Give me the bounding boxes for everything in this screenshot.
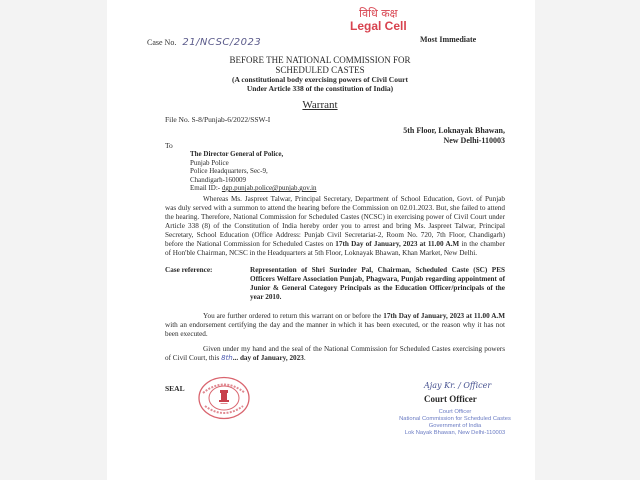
case-number bbox=[147, 37, 261, 48]
return-text-start: You are further ordered to return this warrant on or before the bbox=[203, 312, 384, 320]
document-title: Warrant bbox=[302, 99, 338, 111]
heading-line-1: BEFORE THE NATIONAL COMMISSION FOR bbox=[229, 55, 411, 65]
priority-label: Most Immediate bbox=[420, 35, 477, 44]
order-paragraph bbox=[165, 195, 505, 258]
return-date: 17th Day of January, 2023 at 11.00 A.M bbox=[383, 312, 505, 320]
to-label: To bbox=[165, 141, 173, 150]
handwritten-signature: Ajay Kr. / Officer bbox=[424, 381, 492, 390]
given-text-start: Given under my hand and the seal of the National Commission for Scheduled Castes exercising powers of Civil Court, this bbox=[165, 345, 505, 362]
heading-line-2: SCHEDULED CASTES bbox=[275, 65, 365, 75]
case-reference-label: Case reference: bbox=[165, 266, 213, 274]
recipient-address-2: Chandigarh-160009 bbox=[190, 175, 246, 184]
official-seal bbox=[197, 376, 251, 420]
case-reference-text: Representation of Shri Surinder Pal, Chairman, Scheduled Caste (SC) PES Officers Welfare Association Punjab, Phagwara, Punjab regarding appointment of Junior & General Category Principals as the Education Officer/principals of the year 2010. bbox=[250, 266, 505, 301]
sender-address-line-1: 5th Floor, Loknayak Bhawan, bbox=[403, 126, 505, 135]
recipient-org: Punjab Police bbox=[190, 158, 229, 167]
recipient-email-link[interactable]: dgp.punjab.police@punjab.gov.in bbox=[221, 184, 317, 192]
file-number: File No. S-8/Punjab-6/2022/SSW-I bbox=[165, 115, 271, 124]
return-paragraph bbox=[165, 312, 505, 339]
stamp-hindi: विधि कक्ष bbox=[359, 7, 398, 20]
return-text-end: with an endorsement certifying the day and the manner in which it has been executed, or the reason why it has not been executed. bbox=[165, 321, 505, 338]
heading-line-4: Under Article 338 of the constitution of India) bbox=[246, 84, 394, 93]
given-under-paragraph bbox=[165, 345, 505, 363]
seal-label: SEAL bbox=[165, 384, 185, 393]
hearing-date: 17th Day of January, 2023 at 11.00 A.M bbox=[335, 240, 460, 248]
sender-address-line-2: New Delhi-110003 bbox=[443, 136, 505, 145]
legal-cell-stamp bbox=[350, 8, 407, 32]
order-text-start: Whereas Ms. Jaspreet Talwar, Principal Secretary, Department of School Education, Govt. of Punjab was duly served with a summon to attend the hearing before the Commission on 02.01.2023. But, she failed to attend the hearing. Therefore, National Commission for Scheduled Castes (NCSC) in exercising power of Civil Court under Article 338 (8) of the Constitution of India hereby order you to arrest and bring Ms. Jaspreet Talwar, Principal Secretary, School Education (Office Address: Punjab Civil Secretariat-2, Room No. 720, 7th Floor, Chandigarh) before the National Commission for Scheduled Castes on bbox=[165, 195, 505, 248]
given-text-end: . bbox=[303, 354, 306, 362]
officer-stamp-line-3: Government of India bbox=[428, 423, 482, 429]
commission-heading bbox=[140, 55, 500, 93]
case-number-value: 21/NCSC/2023 bbox=[182, 37, 262, 48]
officer-stamp-line-4: Lok Nayak Bhawan, New Delhi-110003 bbox=[404, 430, 506, 436]
sender-address bbox=[300, 126, 505, 146]
signatory-title: Court Officer bbox=[424, 394, 477, 404]
recipient-address-1: Police Headquarters, Sec-9, bbox=[190, 167, 268, 175]
email-label: Email ID:- bbox=[190, 184, 222, 192]
court-officer-stamp bbox=[390, 409, 520, 437]
recipient-name: The Director General of Police, bbox=[190, 150, 284, 158]
recipient-block bbox=[190, 150, 317, 193]
case-reference bbox=[165, 266, 505, 302]
emblem-seal-icon bbox=[197, 376, 251, 420]
case-number-label: Case No. bbox=[147, 38, 177, 47]
officer-stamp-line-1: Court Officer bbox=[438, 409, 472, 415]
recipient-email-row bbox=[190, 184, 317, 193]
officer-stamp-line-2: National Commission for Scheduled Castes bbox=[399, 416, 511, 422]
issue-date: ... day of January, 2023 bbox=[232, 354, 304, 362]
order-text-end: in the chamber of Hon'ble Chairman, NCSC in the Headquarters at 5th Floor, Loknayak Bhawan, Khan Market, New Delhi. bbox=[165, 240, 505, 257]
handwritten-day: 8th bbox=[221, 354, 233, 362]
heading-line-3: (A constitutional body exercising powers of Civil Court bbox=[232, 75, 408, 84]
stamp-english: Legal Cell bbox=[350, 19, 407, 33]
